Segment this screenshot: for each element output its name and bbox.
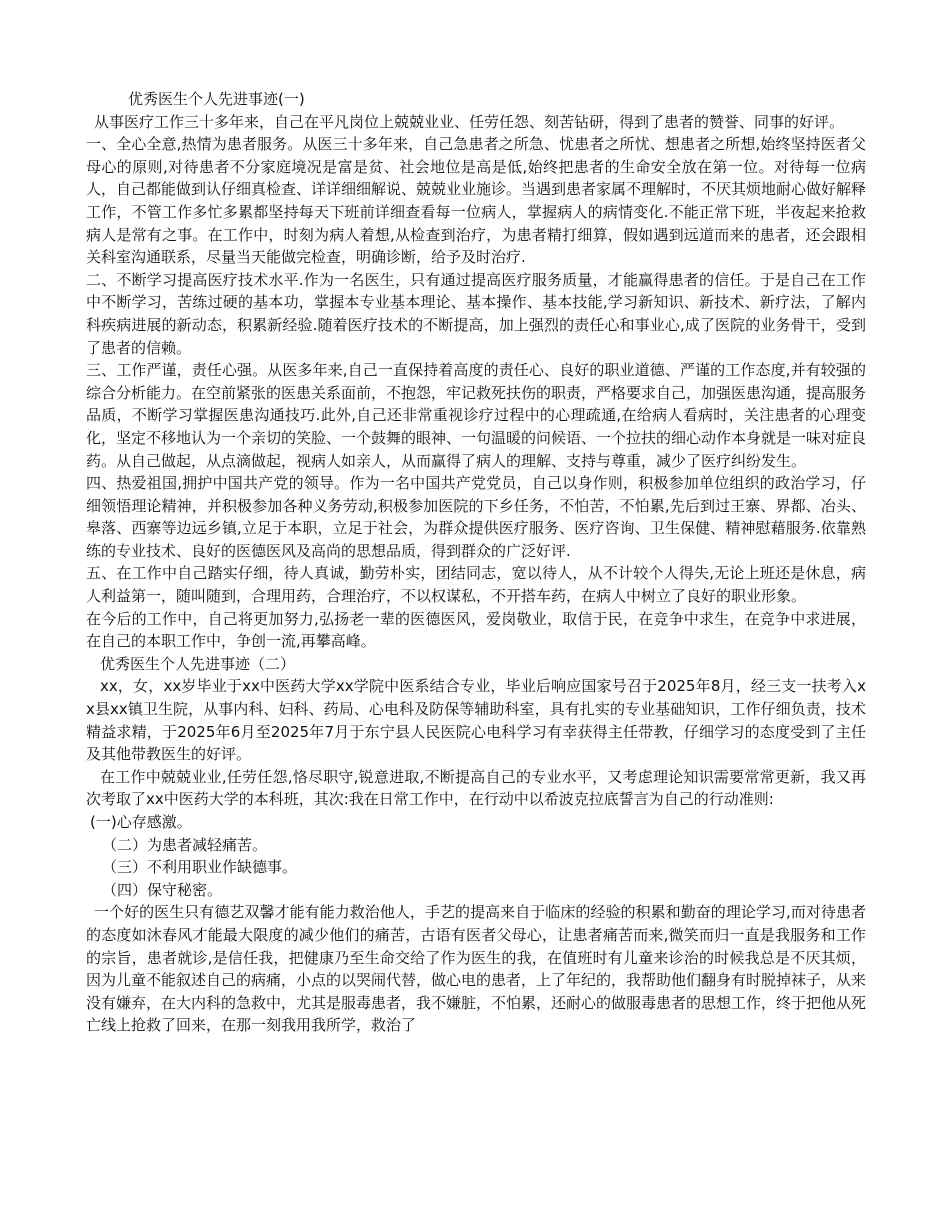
paragraph-4: 四、热爱祖国,拥护中国共产党的领导。作为一名中国共产党党员，自己以身作则，积极参加单位组织的政治学习，仔细领悟理论精神，并积极参加各种义务劳动,积极参加医院的下乡任务，不怕苦，不怕累,先后到过王寨、界都、冶头、皋落、西寨等边远乡镇,立足于本职，立足于社会，为群众提供医疗服务、医疗咨询、卫生保健、精神慰藉服务.依靠熟练的专业技术、良好的医德医风及高尚的思想品质，得到群众的广泛好评. (86, 474, 866, 560)
list-item: （四）保守秘密。 (102, 880, 223, 899)
paragraph-7: xx，女，xx岁毕业于xx中医药大学xx学院中医系结合专业，毕业后响应国家号召于2025年8月，经三支一扶考入xx县xx镇卫生院，从事内科、妇科、药局、心电科及防保等辅助科室，具有扎实的专业基础知识，工作仔细负责，技术精益求精，于2025年6月至2025年7月于东宁县人民医院心电科学习有幸获得主任带教，仔细学习的态度受到了主任及其他带教医生的好评。 (86, 677, 866, 764)
paragraph-8: 在工作中兢兢业业,任劳任怨,恪尽职守,锐意进取,不断提高自己的专业水平，又考虑理论知识需要常常更新，我又再次考取了xx中医药大学的本科班，其次:我在日常工作中，在行动中以希波克拉底誓言为自己的行动准则: (86, 767, 866, 809)
paragraph-6: 在今后的工作中，自己将更加努力,弘扬老一辈的医德医风，爱岗敬业，取信于民，在竞争中求生，在竞争中求进展，在自己的本职工作中，争创一流,再攀高峰。 (86, 609, 866, 651)
paragraph-9: 一个好的医生只有德艺双馨才能有能力救治他人，手艺的提高来自于临床的经验的积累和勤奋的理论学习,而对待患者的态度如沐春风才能最大限度的减少他们的痛苦，古语有医者父母心，让患者痛苦而来,微笑而归一直是我服务和工作的宗旨，患者就诊,是信任我，把健康乃至生命交给了作为医生的我，在值班时有儿童来诊治的时候我总是不厌其烦，因为儿童不能叙述自己的病痛，小点的以哭闹代替，做心电的患者，上了年纪的，我帮助他们翻身有时脱掉袜子，从来没有嫌弃，在大内科的急救中，尤其是服毒患者，我不嫌脏，不怕累，还耐心的做服毒患者的思想工作，终于把他从死亡线上抢救了回来，在那一刻我用我所学，救治了 (86, 903, 867, 1035)
list-item: （二）为患者减轻痛苦。 (102, 835, 268, 854)
list-item: （三）不利用职业作缺德事。 (102, 858, 298, 877)
paragraph-5: 五、在工作中自己踏实仔细，待人真诚，勤劳朴实，团结同志，宽以待人，从不计较个人得失,无论上班还是休息，病人利益第一，随叫随到，合理用药，合理治疗，不以权谋私，不开搭车药，在病人中树立了良好的职业形象。 (86, 564, 866, 606)
section-title-2: 优秀医生个人先进事迹（二） (100, 654, 296, 673)
paragraph-intro: 从事医疗工作三十多年来，自己在平凡岗位上兢兢业业、任劳任怨、刻苦钻研，得到了患者的赞誉、同事的好评。 (94, 112, 845, 131)
paragraph-2: 二、不断学习提高医疗技术水平.作为一名医生，只有通过提高医疗服务质量，才能赢得患者的信任。于是自己在工作中不断学习，苦练过硬的基本功，掌握本专业基本理论、基本操作、基本技能,学习新知识、新技术、新疗法，了解内科疾病进展的新动态，积累新经验.随着医疗技术的不断提高，加上强烈的责任心和事业心,成了医院的业务骨干，受到了患者的信赖。 (86, 270, 866, 357)
document-body (86, 88, 866, 1037)
paragraph-1: 一、全心全意,热情为患者服务。从医三十多年来，自己急患者之所急、忧患者之所忧、想患者之所想,始终坚持医者父母心的原则,对待患者不分家庭境况是富是贫、社会地位是高是低,始终把患者的生命安全放在第一位。对待每一位病人，自己都能做到认仔细真检查、详详细细解说、兢兢业业施诊。当遇到患者家属不理解时，不厌其烦地耐心做好解释工作，不管工作多忙多累都坚持每天下班前详细查看每一位病人，掌握病人的病情变化.不能正常下班，半夜起来抢救病人是常有之事。在工作中，时刻为病人着想,从检查到治疗，为患者精打细算，假如遇到远道而来的患者，还会跟相关科室沟通联系，尽量当天能做完检查，明确诊断，给予及时治疗. (86, 135, 867, 267)
paragraph-3: 三、工作严谨，责任心强。从医多年来,自己一直保持着高度的责任心、良好的职业道德、严谨的工作态度,并有较强的综合分析能力。在空前紧张的医患关系面前，不抱怨，牢记救死扶伤的职责，严格要求自己，加强医患沟通，提高服务品质，不断学习掌握医患沟通技巧.此外,自己还非常重视诊疗过程中的心理疏通,在给病人看病时，关注患者的心理变化，坚定不移地认为一个亲切的笑脸、一个鼓舞的眼神、一句温暖的问候语、一个拉扶的细心动作本身就是一味对症良药。从自己做起，从点滴做起，视病人如亲人，从而赢得了病人的理解、支持与尊重，减少了医疗纠纷发生。 (86, 361, 867, 470)
list-item: (一)心存感激。 (90, 813, 192, 831)
section-title-1: 优秀医生个人先进事迹(一) (128, 90, 305, 108)
